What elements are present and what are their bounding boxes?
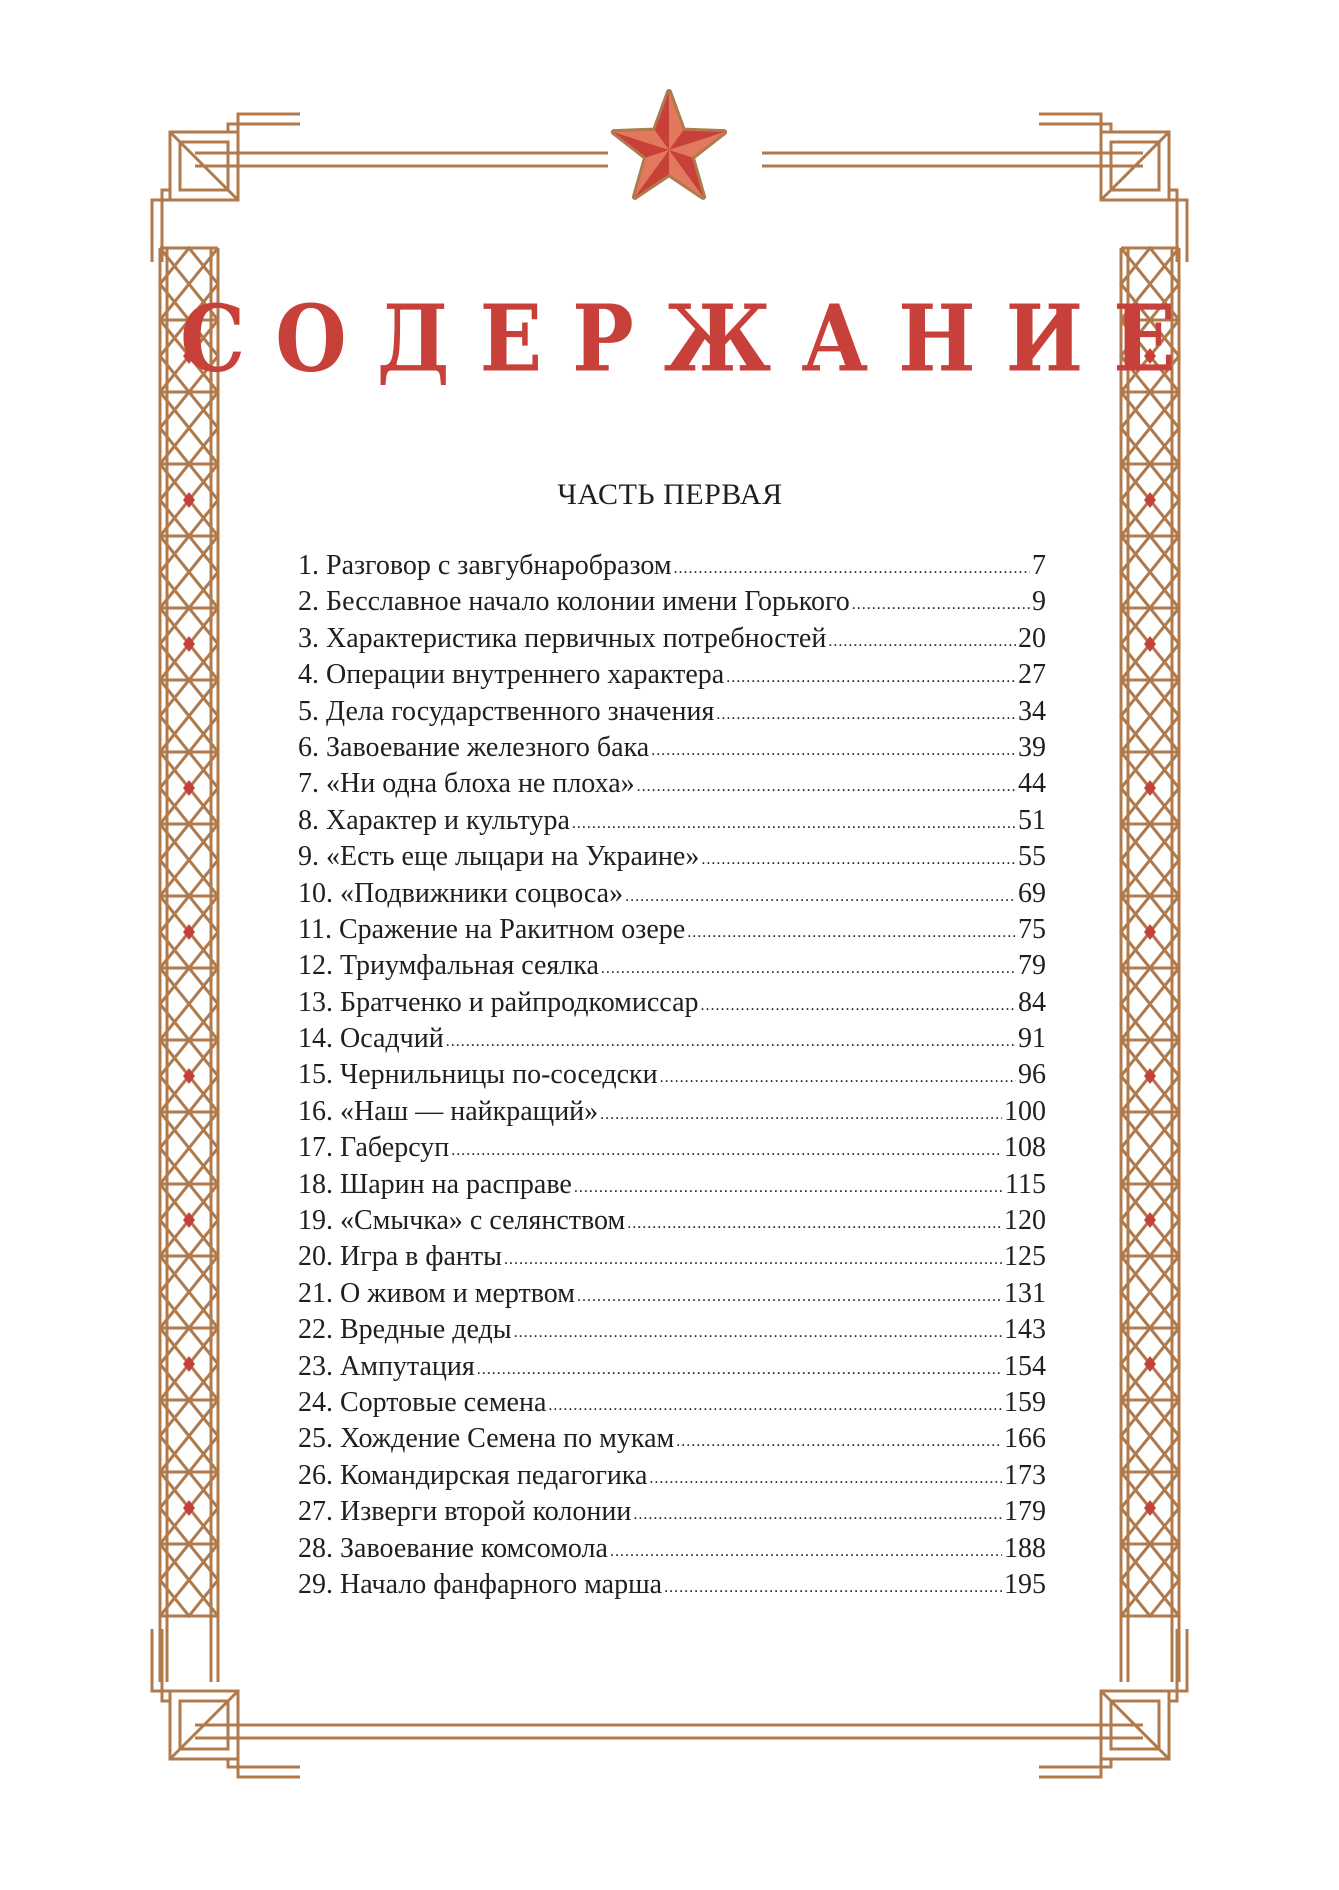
toc-entry[interactable]: [298, 732, 1046, 768]
table-of-contents: [298, 550, 1046, 1605]
toc-entry-page: 55: [1018, 841, 1046, 873]
toc-entry-page: 75: [1018, 913, 1046, 945]
toc-entry-page: 108: [1004, 1132, 1046, 1164]
toc-entry[interactable]: [298, 623, 1046, 659]
left-lattice-border: [160, 248, 218, 1682]
toc-leader-dots: [852, 596, 1030, 614]
toc-entry-page: 131: [1004, 1277, 1046, 1309]
corner-ornament: [1039, 1629, 1187, 1777]
toc-leader-dots: [687, 924, 1016, 942]
toc-leader-dots: [446, 1033, 1016, 1051]
toc-entry-title: 18. Шарин на расправе: [298, 1168, 572, 1200]
toc-leader-dots: [451, 1142, 1002, 1160]
toc-entry-title: 3. Характеристика первичных потребностей: [298, 622, 827, 654]
toc-leader-dots: [477, 1361, 1002, 1379]
toc-entry-page: 7: [1032, 550, 1046, 581]
star-icon: [614, 92, 724, 197]
toc-entry-page: 69: [1018, 877, 1046, 909]
toc-entry[interactable]: [298, 1351, 1046, 1387]
toc-entry-page: 91: [1018, 1023, 1046, 1055]
toc-entry-title: 15. Чернильницы по-соседски: [298, 1059, 658, 1091]
toc-leader-dots: [701, 997, 1017, 1015]
toc-entry-page: 20: [1018, 622, 1046, 654]
toc-entry-title: 13. Братченко и райпродкомиссар: [298, 986, 699, 1018]
toc-leader-dots: [504, 1251, 1002, 1269]
toc-entry[interactable]: [298, 550, 1046, 586]
toc-leader-dots: [574, 1179, 1003, 1197]
toc-entry[interactable]: [298, 586, 1046, 622]
toc-entry-title: 2. Бесславное начало колонии имени Горького: [298, 586, 850, 618]
toc-entry[interactable]: [298, 1533, 1046, 1569]
toc-entry[interactable]: [298, 1569, 1046, 1605]
toc-leader-dots: [651, 742, 1016, 760]
right-lattice-border: [1121, 248, 1179, 1682]
toc-entry-page: 159: [1004, 1386, 1046, 1418]
toc-entry[interactable]: [298, 1314, 1046, 1350]
toc-entry-page: 143: [1004, 1314, 1046, 1346]
toc-entry-title: 25. Хождение Семена по мукам: [298, 1423, 675, 1455]
toc-entry-title: 9. «Есть еще лыцари на Украине»: [298, 841, 700, 873]
toc-entry[interactable]: [298, 1423, 1046, 1459]
toc-entry-page: 44: [1018, 768, 1046, 800]
toc-entry[interactable]: [298, 1387, 1046, 1423]
toc-entry-page: 96: [1018, 1059, 1046, 1091]
toc-leader-dots: [610, 1543, 1002, 1561]
toc-entry[interactable]: [298, 696, 1046, 732]
toc-entry-page: 51: [1018, 804, 1046, 836]
toc-leader-dots: [716, 706, 1016, 724]
toc-entry-page: 154: [1004, 1350, 1046, 1382]
toc-entry-title: 8. Характер и культура: [298, 804, 570, 836]
toc-leader-dots: [674, 560, 1030, 578]
toc-leader-dots: [633, 1506, 1002, 1524]
toc-entry[interactable]: [298, 1169, 1046, 1205]
toc-entry[interactable]: [298, 914, 1046, 950]
toc-entry[interactable]: [298, 1059, 1046, 1095]
toc-entry-title: 17. Габерсуп: [298, 1132, 450, 1164]
toc-entry-page: 188: [1004, 1532, 1046, 1564]
toc-leader-dots: [726, 669, 1016, 687]
corner-ornament: [152, 1629, 300, 1777]
toc-entry-page: 115: [1005, 1168, 1046, 1200]
toc-leader-dots: [828, 633, 1016, 651]
toc-leader-dots: [577, 1288, 1002, 1306]
toc-entry-title: 26. Командирская педагогика: [298, 1459, 648, 1491]
toc-entry[interactable]: [298, 1496, 1046, 1532]
toc-leader-dots: [548, 1397, 1002, 1415]
toc-entry[interactable]: [298, 1096, 1046, 1132]
toc-entry-page: 125: [1004, 1241, 1046, 1273]
toc-entry-title: 6. Завоевание железного бака: [298, 731, 650, 763]
toc-entry-title: 4. Операции внутреннего характера: [298, 659, 725, 691]
toc-entry-page: 173: [1004, 1459, 1046, 1491]
toc-entry[interactable]: [298, 1241, 1046, 1277]
corner-ornament: [152, 114, 300, 262]
toc-entry[interactable]: [298, 950, 1046, 986]
toc-entry-title: 20. Игра в фанты: [298, 1241, 502, 1273]
toc-entry-title: 24. Сортовые семена: [298, 1386, 547, 1418]
toc-entry[interactable]: [298, 841, 1046, 877]
toc-entry-page: 120: [1004, 1205, 1046, 1237]
toc-entry[interactable]: [298, 805, 1046, 841]
toc-leader-dots: [664, 1579, 1002, 1597]
toc-entry-page: 9: [1032, 586, 1046, 618]
toc-leader-dots: [627, 1215, 1002, 1233]
toc-leader-dots: [649, 1470, 1002, 1488]
toc-leader-dots: [660, 1069, 1016, 1087]
toc-entry[interactable]: [298, 987, 1046, 1023]
toc-entry-title: 7. «Ни одна блоха не плоха»: [298, 768, 635, 800]
toc-entry-page: 79: [1018, 950, 1046, 982]
toc-leader-dots: [701, 851, 1016, 869]
toc-entry-title: 1. Разговор с завгубнаробразом: [298, 550, 672, 581]
toc-entry-page: 166: [1004, 1423, 1046, 1455]
toc-entry-title: 12. Триумфальная сеялка: [298, 950, 599, 982]
toc-entry-title: 21. О живом и мертвом: [298, 1277, 575, 1309]
toc-entry-title: 19. «Смычка» с селянством: [298, 1205, 626, 1237]
toc-entry-page: 100: [1004, 1095, 1046, 1127]
toc-entry-page: 34: [1018, 695, 1046, 727]
toc-entry-title: 27. Изверги второй колонии: [298, 1496, 632, 1528]
toc-entry-page: 39: [1018, 731, 1046, 763]
toc-entry[interactable]: [298, 659, 1046, 695]
part-title: ЧАСТЬ ПЕРВАЯ: [557, 478, 783, 511]
toc-entry-page: 84: [1018, 986, 1046, 1018]
toc-leader-dots: [637, 778, 1016, 796]
page-heading: СОДЕРЖАНИЕ: [180, 285, 1206, 393]
toc-entry-page: 179: [1004, 1496, 1046, 1528]
toc-leader-dots: [600, 1106, 1002, 1124]
toc-leader-dots: [676, 1433, 1002, 1451]
toc-entry-page: 195: [1004, 1568, 1046, 1600]
toc-entry[interactable]: [298, 1132, 1046, 1168]
toc-entry-title: 23. Ампутация: [298, 1350, 475, 1382]
toc-entry-page: 27: [1018, 659, 1046, 691]
toc-leader-dots: [601, 960, 1016, 978]
toc-leader-dots: [572, 815, 1016, 833]
toc-entry-title: 28. Завоевание комсомола: [298, 1532, 608, 1564]
toc-entry-title: 10. «Подвижники соцвоса»: [298, 877, 624, 909]
toc-entry[interactable]: [298, 1205, 1046, 1241]
toc-leader-dots: [625, 888, 1016, 906]
toc-entry-title: 22. Вредные деды: [298, 1314, 512, 1346]
corner-ornament: [1039, 114, 1187, 262]
toc-leader-dots: [514, 1324, 1002, 1342]
toc-entry[interactable]: [298, 1460, 1046, 1496]
toc-entry-title: 14. Осадчий: [298, 1023, 444, 1055]
toc-entry[interactable]: [298, 768, 1046, 804]
toc-entry-title: 5. Дела государственного значения: [298, 695, 715, 727]
toc-entry-title: 29. Начало фанфарного марша: [298, 1568, 663, 1600]
toc-entry[interactable]: [298, 1278, 1046, 1314]
toc-entry[interactable]: [298, 878, 1046, 914]
toc-entry-title: 16. «Наш — найкращий»: [298, 1095, 599, 1127]
toc-entry[interactable]: [298, 1023, 1046, 1059]
toc-entry-title: 11. Сражение на Ракитном озере: [298, 913, 686, 945]
